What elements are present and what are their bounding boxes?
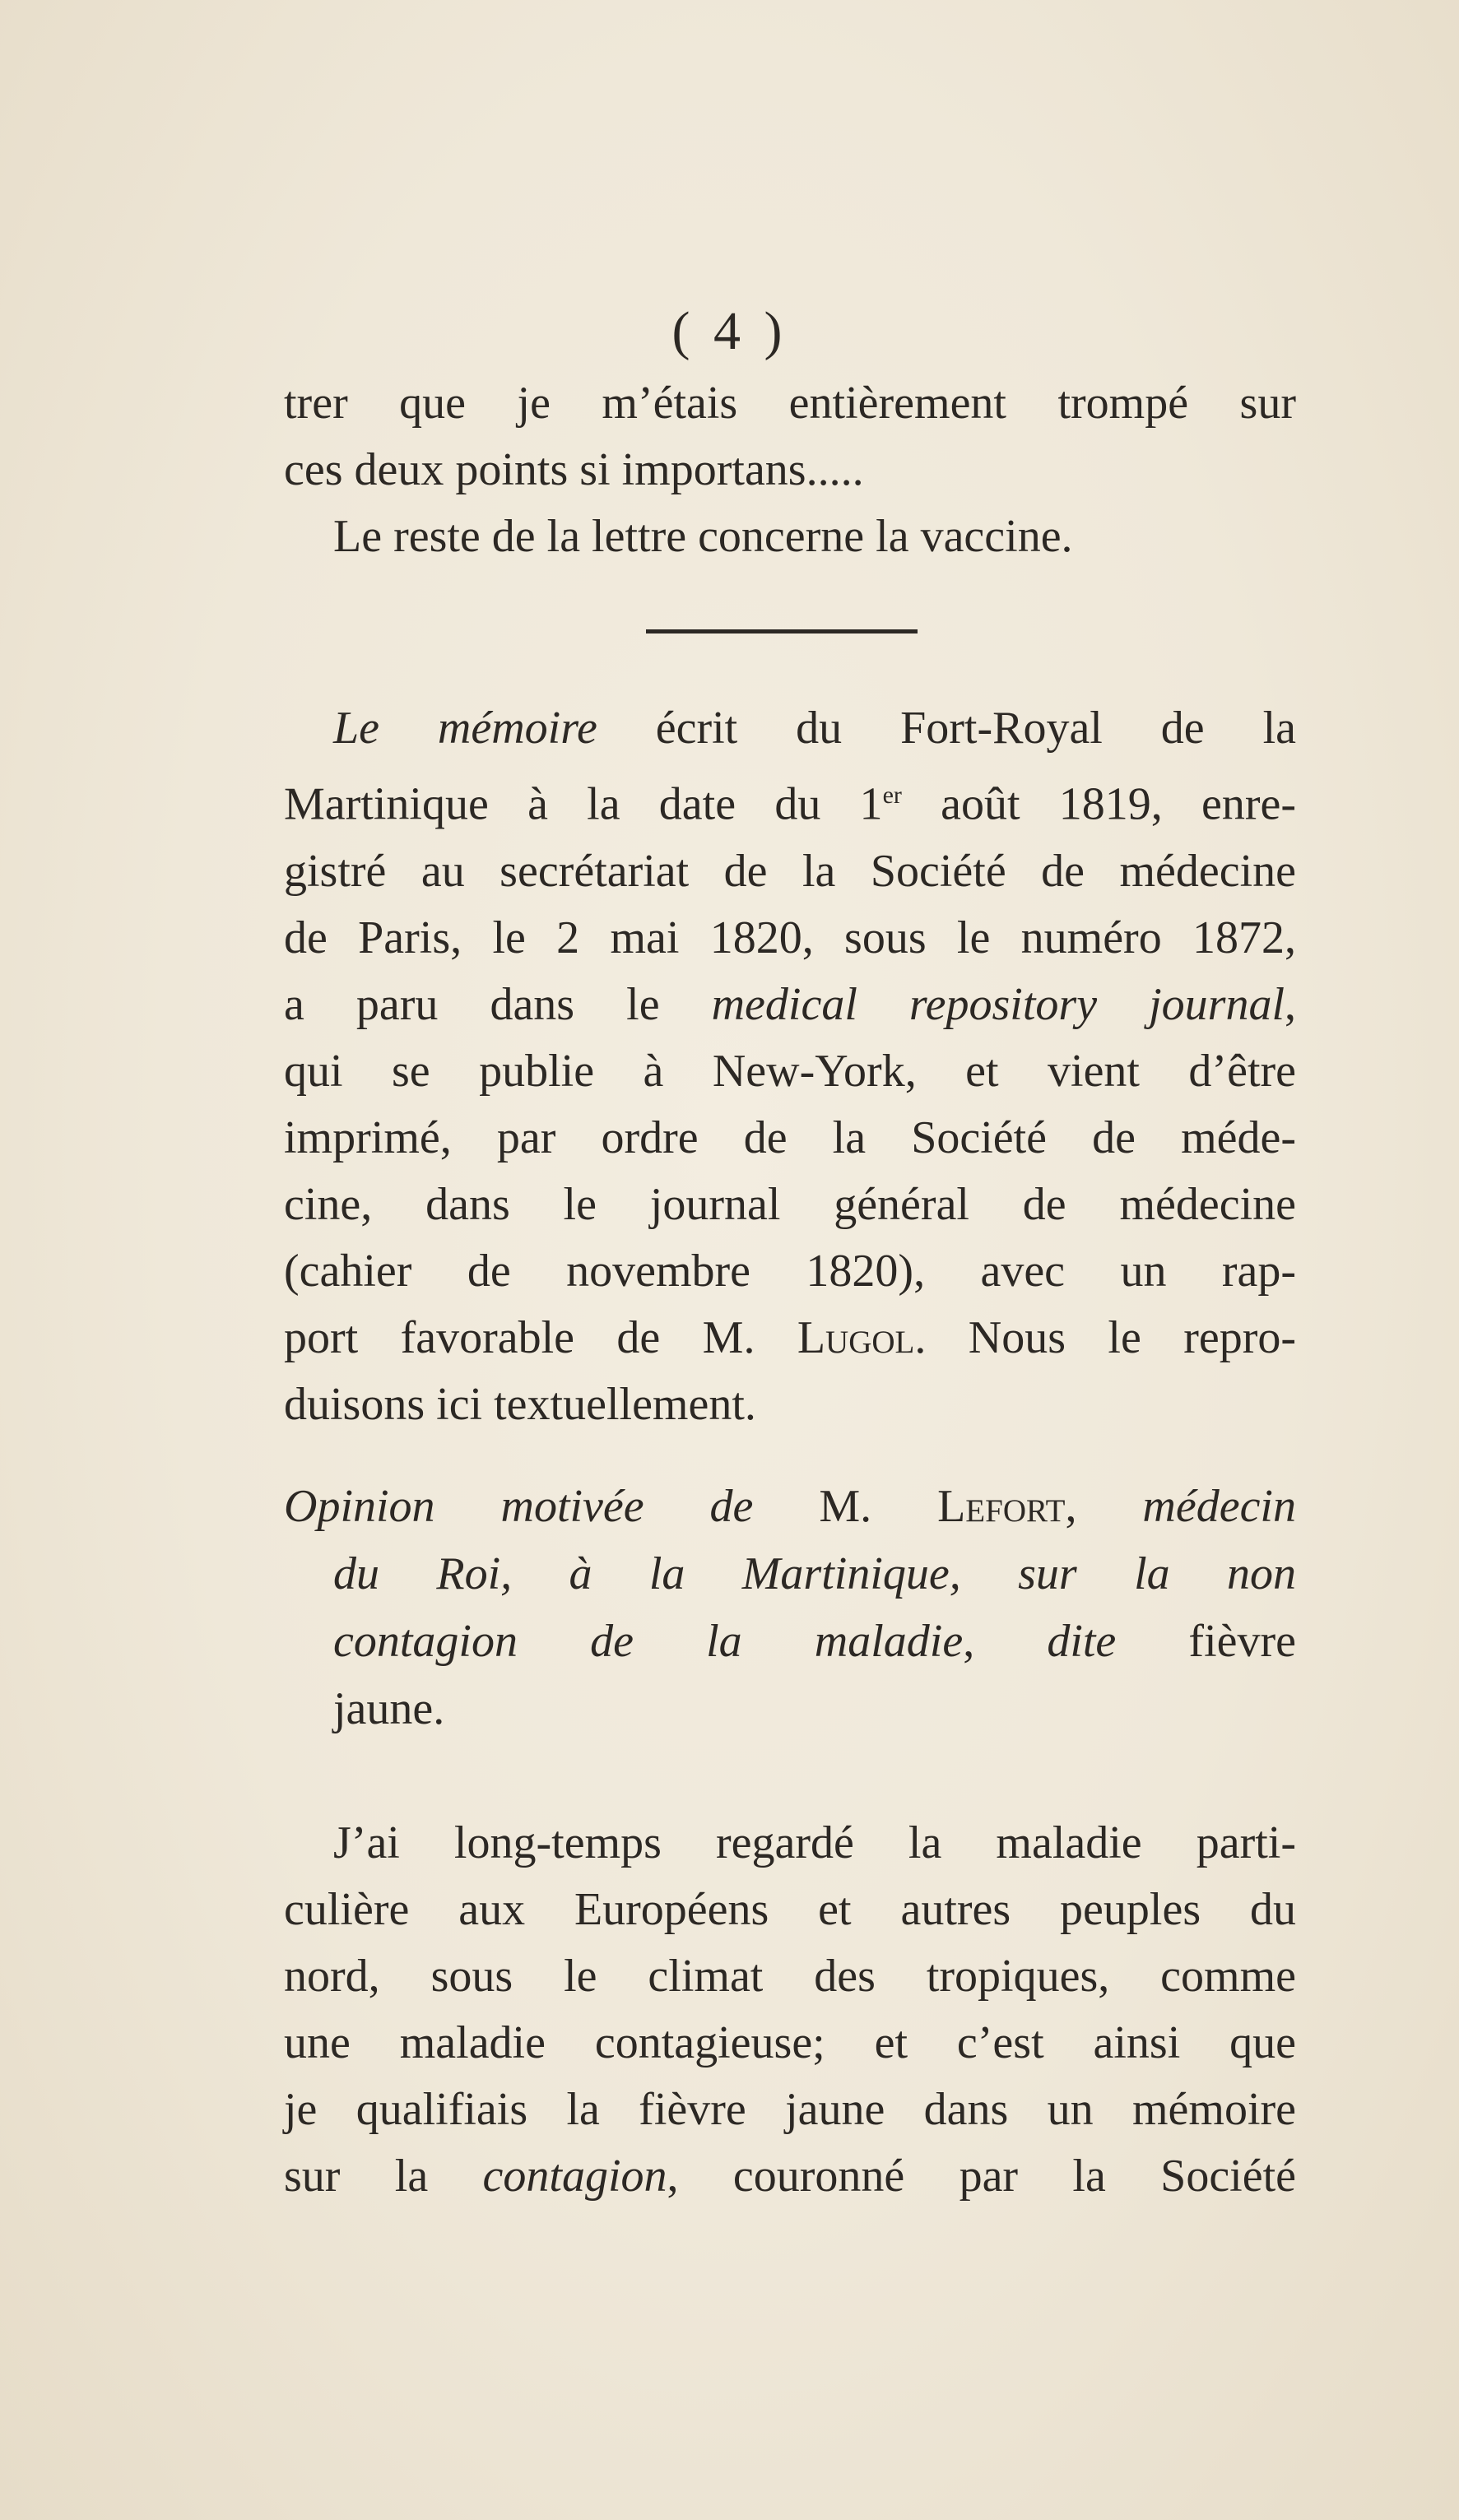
text-line: nord, sous le climat des tropiques, comme (284, 1951, 1296, 2002)
text-line: ces deux points si importans..... (284, 444, 864, 495)
paragraph-memoire (284, 695, 1296, 1438)
section-heading (284, 1473, 1296, 1743)
section-divider (646, 629, 918, 633)
heading-line: Opinion motivée de M. Lefort, médecin (284, 1481, 1296, 1532)
page-number: ( 4 ) (671, 301, 788, 361)
text-line: qui se publie à New-York, et vient d’être (284, 1045, 1296, 1097)
text-line: trer que je m’étais entièrement trompé sur (284, 378, 1296, 429)
text-line: culière aux Européens et autres peuples du (284, 1884, 1296, 1935)
paragraph-opinion (284, 1810, 1296, 2210)
text-line: une maladie contagieuse; et c’est ainsi que (284, 2017, 1296, 2068)
text-line: Le mémoire écrit du Fort-Royal de la (333, 703, 1297, 754)
italic-text: contagion (482, 2151, 667, 2202)
heading-line: contagion de la maladie, dite fièvre (333, 1616, 1296, 1667)
author-name: Lugol (797, 1311, 915, 1363)
author-name: Lefort (937, 1481, 1066, 1532)
text-line: (cahier de novembre 1820), avec un rap- (284, 1245, 1296, 1297)
text-line: Martinique à la date du 1er août 1819, enre- (284, 778, 1297, 830)
text-line: je qualifiais la fièvre jaune dans un mémoire (284, 2084, 1296, 2135)
italic-text: medical repository journal (711, 978, 1285, 1030)
text-line: port favorable de M. Lugol. Nous le repro- (284, 1311, 1296, 1363)
text-line: cine, dans le journal général de médecine (284, 1178, 1296, 1230)
text-line: gistré au secrétariat de la Société de médecine (284, 845, 1296, 897)
text-line: duisons ici textuellement. (284, 1378, 756, 1430)
text-line: a paru dans le medical repository journal, (284, 978, 1297, 1030)
text-line: J’ai long-temps regardé la maladie parti- (333, 1817, 1296, 1868)
paragraph-continued (284, 370, 1296, 570)
text-line: imprimé, par ordre de la Société de méde- (284, 1111, 1296, 1163)
heading-line: jaune. (333, 1683, 445, 1734)
heading-line: du Roi, à la Martinique, sur la non (333, 1548, 1296, 1599)
text-line: sur la contagion, couronné par la Société (284, 2151, 1297, 2202)
italic-text: Le mémoire (333, 703, 597, 754)
text-line: Le reste de la lettre concerne la vaccine. (333, 511, 1073, 562)
text-line: de Paris, le 2 mai 1820, sous le numéro 1872, (284, 912, 1296, 963)
